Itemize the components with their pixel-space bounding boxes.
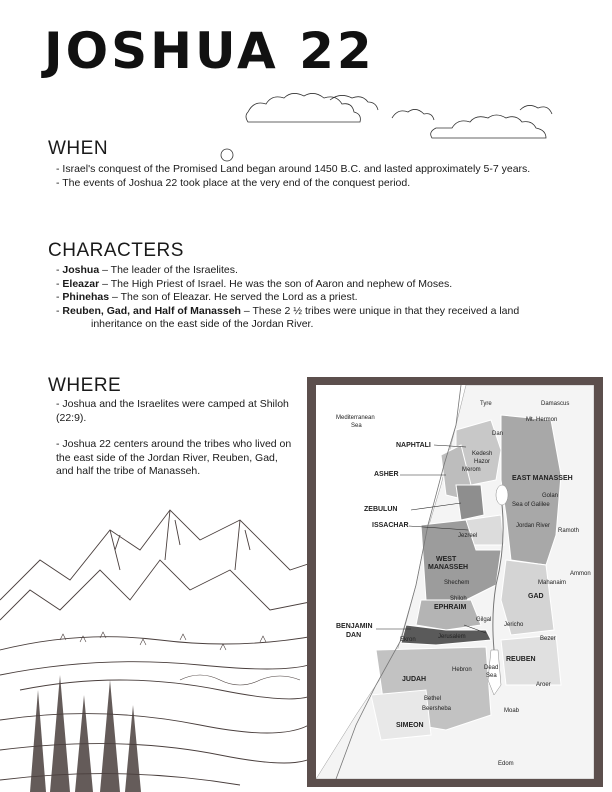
mountain-landscape-illustration (0, 490, 320, 792)
map-label: Jerusalem (438, 634, 466, 640)
list-item: - Phinehas – The son of Eleazar. He served the Lord as a priest. (56, 291, 358, 303)
map-of-israel-tribes (316, 385, 594, 779)
where-heading: WHERE (48, 375, 122, 396)
map-label: Bezer (540, 636, 556, 642)
map-label: Shiloh (450, 596, 467, 602)
map-label: REUBEN (506, 656, 536, 663)
map-label: Jordan River (516, 523, 551, 529)
map-label: EAST MANASSEH (512, 475, 573, 482)
map-label: Sea of Galilee (512, 502, 550, 508)
map-label: Hebron (452, 667, 472, 673)
map-label: Hazor (474, 459, 491, 465)
map-label: Gilgal (476, 617, 492, 623)
map-label: Sea (486, 673, 497, 679)
list-item: - Reuben, Gad, and Half of Manasseh – These 2 ½ tribes were unique in that they received a land (56, 304, 520, 317)
map-label: Jezreel (458, 533, 478, 539)
when-list (56, 163, 530, 190)
map-label: EPHRAIM (434, 604, 467, 611)
map-label: Kedesh (472, 451, 493, 457)
map-label: Damascus (541, 401, 570, 407)
map-label: Ramoth (558, 528, 580, 534)
characters-list (56, 264, 519, 332)
map-label: Tyre (480, 401, 492, 407)
list-item: - The events of Joshua 22 took place at the very end of the conquest period. (56, 176, 411, 189)
map-label: WEST (436, 556, 457, 563)
map-label: Dead (484, 665, 499, 671)
map-label: ISSACHAR (372, 522, 409, 529)
map-label: Bethel (424, 696, 442, 702)
map-label: Mediterranean (336, 415, 375, 421)
character-desc: – The leader of the Israelites. (99, 264, 238, 276)
map-label: Dan (492, 431, 504, 437)
map-label: Jericho (504, 622, 524, 628)
character-name: Joshua (62, 264, 100, 276)
map-label: SIMEON (396, 722, 424, 729)
map-label: Edom (498, 761, 514, 767)
character-desc: – These 2 ½ tribes were unique in that they received a land (240, 304, 520, 317)
map-frame (307, 377, 603, 787)
character-name: Eleazar (62, 277, 100, 290)
map-label: DAN (346, 632, 362, 639)
map-label: Moab (504, 708, 520, 714)
map-label: MANASSEH (428, 564, 469, 571)
character-desc: – The High Priest of Israel. He was the son of Aaron and nephew of Moses. (99, 277, 453, 290)
map-label: ZEBULUN (364, 506, 398, 513)
map-label: Merom (462, 467, 481, 473)
character-name: Phinehas (62, 291, 110, 303)
where-text (56, 398, 296, 492)
map-label: Golan (542, 493, 559, 499)
characters-heading: CHARACTERS (48, 240, 184, 261)
page-title: JOSHUA 22 (44, 22, 375, 80)
list-item: - Joshua – The leader of the Israelites. (56, 264, 238, 276)
where-paragraph: - Joshua and the Israelites were camped at Shiloh (22:9). (56, 398, 289, 424)
map-label: Sea (351, 423, 362, 429)
map-label: Mt. Hermon (526, 417, 558, 423)
list-item: - Eleazar – The High Priest of Israel. He was the son of Aaron and nephew of Moses. (56, 277, 453, 290)
list-item-continued: inheritance on the east side of the Jordan River. (91, 318, 314, 330)
map-label: ASHER (374, 471, 399, 478)
map-label: Mahanaim (538, 580, 567, 586)
list-item: - Israel's conquest of the Promised Land began around 1450 B.C. and lasted approximately 5-7 years. (56, 163, 531, 175)
map-label: BENJAMIN (336, 623, 373, 630)
map-label: GAD (528, 593, 544, 600)
map-label: JUDAH (402, 676, 427, 683)
character-desc: – The son of Eleazar. He served the Lord as a priest. (109, 291, 358, 303)
when-heading: WHEN (48, 138, 109, 159)
map-label: Shechem (444, 580, 470, 586)
map-label: Ekron (400, 637, 416, 643)
map-label: Ammon (570, 571, 591, 577)
character-name: Reuben, Gad, and Half of Manasseh (62, 304, 241, 317)
map-label: NAPHTALI (396, 442, 431, 449)
map-label: Aroer (536, 682, 551, 688)
where-paragraph: - Joshua 22 centers around the tribes who lived on the east side of the Jordan River, Reuben, Gad, and half the tribe of Manasseh. (56, 438, 292, 477)
map-label: Beersheba (422, 706, 452, 712)
